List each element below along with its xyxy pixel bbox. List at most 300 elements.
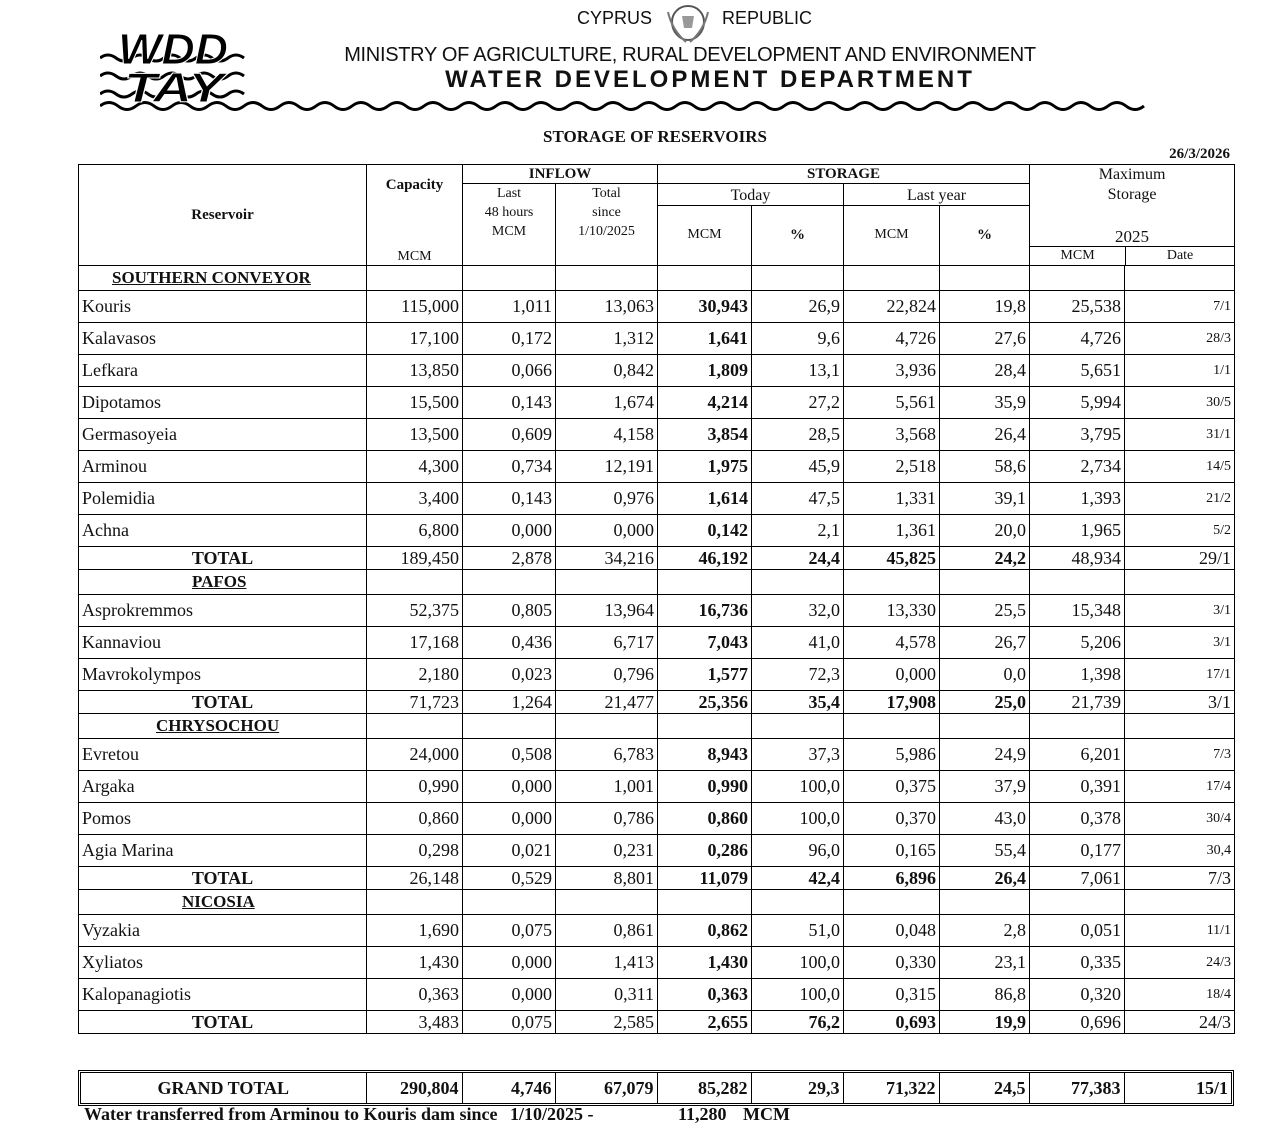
total-inflow-total: 34,216	[556, 547, 658, 570]
max-mcm: 3,795	[1030, 419, 1125, 451]
total-today-pct: 35,4	[752, 691, 844, 714]
inflow-48h: 0,609	[463, 419, 556, 451]
last-year-pct: 28,4	[940, 355, 1030, 387]
reservoir-name: Agia Marina	[79, 835, 367, 867]
today-mcm: 0,142	[658, 515, 752, 547]
capacity: 0,298	[367, 835, 463, 867]
total-today-mcm: 46,192	[658, 547, 752, 570]
total-last-year-pct: 24,2	[940, 547, 1030, 570]
inflow-48h: 0,000	[463, 515, 556, 547]
today-pct: 28,5	[752, 419, 844, 451]
last-year-pct: 35,9	[940, 387, 1030, 419]
capacity: 4,300	[367, 451, 463, 483]
capacity: 6,800	[367, 515, 463, 547]
max-date: 30/5	[1125, 387, 1235, 419]
reservoir-row	[79, 835, 1235, 867]
total-capacity: 189,450	[367, 547, 463, 570]
section-header-empty-cell	[844, 890, 940, 915]
last-year-pct: 39,1	[940, 483, 1030, 515]
max-date: 30/4	[1125, 803, 1235, 835]
capacity: 2,180	[367, 659, 463, 691]
max-date: 3/1	[1125, 627, 1235, 659]
capacity-unit: MCM	[367, 205, 463, 266]
grand-total-today-pct: 29,3	[751, 1073, 843, 1103]
capacity: 15,500	[367, 387, 463, 419]
inflow-48h: 0,436	[463, 627, 556, 659]
inflow-total: 0,786	[556, 803, 658, 835]
total-inflow-48h: 0,075	[463, 1011, 556, 1034]
section-name-cell	[79, 890, 367, 915]
inflow-48h: 0,021	[463, 835, 556, 867]
section-header-empty-cell	[1030, 714, 1125, 739]
document-title: STORAGE OF RESERVOIRS	[543, 127, 767, 146]
inflow-total: 1,312	[556, 323, 658, 355]
total-today-mcm: 25,356	[658, 691, 752, 714]
section-header-empty-cell	[1030, 890, 1125, 915]
total-max-date: 29/1	[1125, 547, 1235, 570]
section-total-row	[79, 547, 1235, 570]
today-pct: 45,9	[752, 451, 844, 483]
section-header-empty-cell	[844, 266, 940, 291]
last-year-pct: 20,0	[940, 515, 1030, 547]
max-mcm: 1,393	[1030, 483, 1125, 515]
svg-text:TAY: TAY	[124, 64, 230, 111]
total-inflow-48h: 1,264	[463, 691, 556, 714]
total-last-year-mcm: 45,825	[844, 547, 940, 570]
section-header-empty-cell	[752, 890, 844, 915]
reservoir-name: Arminou	[79, 451, 367, 483]
last-year-mcm: 0,315	[844, 979, 940, 1011]
last-year-pct: 26,7	[940, 627, 1030, 659]
today-mcm: 1,641	[658, 323, 752, 355]
section-total-label: TOTAL	[79, 691, 367, 714]
inflow-total: 1,413	[556, 947, 658, 979]
last-year-pct-header: %	[940, 205, 1030, 266]
today-pct-header: %	[752, 205, 844, 266]
last-year-mcm: 1,331	[844, 483, 940, 515]
today-pct: 72,3	[752, 659, 844, 691]
total-max-mcm: 0,696	[1030, 1011, 1125, 1034]
reservoir-name: Kannaviou	[79, 627, 367, 659]
reservoir-name: Achna	[79, 515, 367, 547]
total-capacity: 3,483	[367, 1011, 463, 1034]
section-header-empty-cell	[940, 570, 1030, 595]
inflow-total: 0,231	[556, 835, 658, 867]
inflow-48h: 0,000	[463, 979, 556, 1011]
capacity: 24,000	[367, 739, 463, 771]
maximum-storage-header: Maximum Storage	[1030, 165, 1235, 206]
today-mcm: 0,286	[658, 835, 752, 867]
section-header-empty-cell	[367, 266, 463, 291]
inflow-total: 4,158	[556, 419, 658, 451]
last-year-pct: 2,8	[940, 915, 1030, 947]
last-year-pct: 26,4	[940, 419, 1030, 451]
country-label-right: REPUBLIC	[722, 8, 813, 28]
grand-total-max-mcm: 77,383	[1029, 1073, 1124, 1103]
reservoir-row	[79, 515, 1235, 547]
last-year-mcm: 5,561	[844, 387, 940, 419]
last-year-mcm: 0,370	[844, 803, 940, 835]
reservoir-name: Pomos	[79, 803, 367, 835]
today-mcm: 7,043	[658, 627, 752, 659]
total-last-year-pct: 26,4	[940, 867, 1030, 890]
max-mcm: 5,994	[1030, 387, 1125, 419]
inflow-total: 13,063	[556, 291, 658, 323]
inflow-48h: 0,172	[463, 323, 556, 355]
reservoir-name: Vyzakia	[79, 915, 367, 947]
total-max-date: 7/3	[1125, 867, 1235, 890]
total-capacity: 71,723	[367, 691, 463, 714]
last-year-pct: 43,0	[940, 803, 1030, 835]
last-year-mcm: 22,824	[844, 291, 940, 323]
max-mcm: 6,201	[1030, 739, 1125, 771]
capacity: 52,375	[367, 595, 463, 627]
max-date: 14/5	[1125, 451, 1235, 483]
inflow-48h: 0,143	[463, 483, 556, 515]
total-max-date: 24/3	[1125, 1011, 1235, 1034]
section-header-empty-cell	[556, 714, 658, 739]
max-mcm: 0,391	[1030, 771, 1125, 803]
last-year-pct: 58,6	[940, 451, 1030, 483]
reservoir-row	[79, 355, 1235, 387]
max-date: 7/1	[1125, 291, 1235, 323]
section-header-empty-cell	[463, 890, 556, 915]
capacity: 1,690	[367, 915, 463, 947]
today-pct: 32,0	[752, 595, 844, 627]
total-last-year-pct: 19,9	[940, 1011, 1030, 1034]
inflow-48h: 0,143	[463, 387, 556, 419]
max-date: 31/1	[1125, 419, 1235, 451]
section-total-row	[79, 1011, 1235, 1034]
today-pct: 27,2	[752, 387, 844, 419]
country-label: CYPRUS	[576, 8, 652, 28]
transfer-note-value: 11,280	[677, 1104, 727, 1124]
total-inflow-48h: 0,529	[463, 867, 556, 890]
max-storage-year-units: 2025 MCM Date	[1030, 205, 1235, 266]
inflow-48h: 0,000	[463, 803, 556, 835]
max-date: 30,4	[1125, 835, 1235, 867]
today-pct: 100,0	[752, 771, 844, 803]
transfer-note-unit: MCM	[742, 1104, 790, 1124]
reservoir-column-header: Reservoir	[79, 165, 367, 266]
document-date: 26/3/2026	[1169, 146, 1230, 162]
today-mcm: 8,943	[658, 739, 752, 771]
last-year-pct: 27,6	[940, 323, 1030, 355]
last-year-mcm: 5,986	[844, 739, 940, 771]
total-capacity: 26,148	[367, 867, 463, 890]
max-mcm: 0,051	[1030, 915, 1125, 947]
total-since-header: Total since 1/10/2025	[556, 184, 658, 266]
last-year-mcm-header: MCM	[844, 205, 940, 266]
section-header-empty-cell	[940, 266, 1030, 291]
capacity-column-header: Capacity	[367, 165, 463, 206]
today-mcm: 1,430	[658, 947, 752, 979]
inflow-total: 0,861	[556, 915, 658, 947]
section-header-empty-cell	[556, 266, 658, 291]
section-header-empty-cell	[844, 570, 940, 595]
today-mcm: 0,860	[658, 803, 752, 835]
last-year-mcm: 0,165	[844, 835, 940, 867]
inflow-48h: 0,066	[463, 355, 556, 387]
section-header-empty-cell	[1125, 570, 1235, 595]
section-header-empty-cell	[1125, 890, 1235, 915]
max-date: 7/3	[1125, 739, 1235, 771]
capacity: 13,850	[367, 355, 463, 387]
reservoir-row	[79, 483, 1235, 515]
section-header-empty-cell	[1125, 266, 1235, 291]
reservoir-row	[79, 739, 1235, 771]
today-mcm: 1,577	[658, 659, 752, 691]
today-mcm: 1,975	[658, 451, 752, 483]
inflow-48h: 1,011	[463, 291, 556, 323]
max-date: 1/1	[1125, 355, 1235, 387]
inflow-total: 12,191	[556, 451, 658, 483]
total-max-mcm: 7,061	[1030, 867, 1125, 890]
last-year-mcm: 13,330	[844, 595, 940, 627]
reservoir-name: Asprokremmos	[79, 595, 367, 627]
max-date: 18/4	[1125, 979, 1235, 1011]
reservoir-name: Xyliatos	[79, 947, 367, 979]
inflow-total: 1,674	[556, 387, 658, 419]
last-year-mcm: 0,000	[844, 659, 940, 691]
grand-total-last-year-mcm: 71,322	[843, 1073, 939, 1103]
today-pct: 13,1	[752, 355, 844, 387]
capacity: 17,168	[367, 627, 463, 659]
last-year-mcm: 4,578	[844, 627, 940, 659]
max-date: 3/1	[1125, 595, 1235, 627]
total-today-mcm: 2,655	[658, 1011, 752, 1034]
section-header	[79, 890, 1235, 915]
total-max-mcm: 21,739	[1030, 691, 1125, 714]
reservoir-row	[79, 771, 1235, 803]
last-year-mcm: 0,375	[844, 771, 940, 803]
capacity: 17,100	[367, 323, 463, 355]
today-mcm: 30,943	[658, 291, 752, 323]
total-inflow-total: 2,585	[556, 1011, 658, 1034]
last-year-pct: 37,9	[940, 771, 1030, 803]
today-pct: 47,5	[752, 483, 844, 515]
today-pct: 41,0	[752, 627, 844, 659]
reservoir-storage-table	[78, 164, 1235, 1034]
max-mcm: 25,538	[1030, 291, 1125, 323]
transfer-note-text: Water transferred from Arminou to Kouris dam since	[84, 1104, 498, 1124]
section-header	[79, 266, 1235, 291]
today-pct: 2,1	[752, 515, 844, 547]
max-mcm: 15,348	[1030, 595, 1125, 627]
inflow-total: 1,001	[556, 771, 658, 803]
last-year-mcm: 0,048	[844, 915, 940, 947]
last-year-pct: 19,8	[940, 291, 1030, 323]
section-header-empty-cell	[658, 890, 752, 915]
capacity: 0,860	[367, 803, 463, 835]
reservoir-name: Kouris	[79, 291, 367, 323]
max-mcm: 1,965	[1030, 515, 1125, 547]
inflow-total: 0,311	[556, 979, 658, 1011]
total-inflow-48h: 2,878	[463, 547, 556, 570]
inflow-total: 0,000	[556, 515, 658, 547]
storage-group-header: STORAGE	[658, 165, 1030, 184]
section-header-empty-cell	[463, 714, 556, 739]
last-year-mcm: 2,518	[844, 451, 940, 483]
capacity: 0,363	[367, 979, 463, 1011]
section-name: CHRYSOCHOU	[156, 716, 280, 735]
inflow-total: 0,842	[556, 355, 658, 387]
today-pct: 51,0	[752, 915, 844, 947]
capacity: 115,000	[367, 291, 463, 323]
section-name-cell	[79, 266, 367, 291]
total-max-mcm: 48,934	[1030, 547, 1125, 570]
reservoir-row	[79, 659, 1235, 691]
grand-total-max-date: 15/1	[1195, 1077, 1228, 1098]
inflow-48h: 0,023	[463, 659, 556, 691]
last-year-mcm: 4,726	[844, 323, 940, 355]
department-name: WATER DEVELOPMENT DEPARTMENT	[445, 66, 975, 93]
svg-text:WDD: WDD	[118, 25, 228, 74]
reservoir-row	[79, 419, 1235, 451]
max-mcm: 0,177	[1030, 835, 1125, 867]
section-header-empty-cell	[752, 266, 844, 291]
section-name: NICOSIA	[182, 892, 255, 911]
section-header-empty-cell	[658, 266, 752, 291]
reservoir-name: Mavrokolympos	[79, 659, 367, 691]
section-name: PAFOS	[192, 572, 247, 591]
section-header-empty-cell	[1030, 266, 1125, 291]
last-year-pct: 23,1	[940, 947, 1030, 979]
reservoir-name: Polemidia	[79, 483, 367, 515]
inflow-total: 6,717	[556, 627, 658, 659]
section-header-empty-cell	[658, 714, 752, 739]
today-mcm: 3,854	[658, 419, 752, 451]
section-header-empty-cell	[940, 714, 1030, 739]
section-total-label: TOTAL	[79, 547, 367, 570]
grand-total-label: GRAND TOTAL	[81, 1073, 366, 1103]
total-today-mcm: 11,079	[658, 867, 752, 890]
section-total-row	[79, 691, 1235, 714]
transfer-note	[84, 1104, 1264, 1125]
ministry-name: MINISTRY OF AGRICULTURE, RURAL DEVELOPMENT AND ENVIRONMENT	[344, 44, 1036, 66]
grand-total-inflow-total: 67,079	[555, 1073, 657, 1103]
grand-total-inflow-48h: 4,746	[462, 1073, 555, 1103]
inflow-48h: 0,805	[463, 595, 556, 627]
today-pct: 26,9	[752, 291, 844, 323]
section-header-empty-cell	[844, 714, 940, 739]
today-pct: 9,6	[752, 323, 844, 355]
last-year-mcm: 3,936	[844, 355, 940, 387]
reservoir-name: Dipotamos	[79, 387, 367, 419]
total-today-pct: 42,4	[752, 867, 844, 890]
inflow-total: 0,976	[556, 483, 658, 515]
last-year-mcm: 3,568	[844, 419, 940, 451]
section-header-empty-cell	[940, 890, 1030, 915]
max-date: 17/1	[1125, 659, 1235, 691]
section-total-label: TOTAL	[79, 1011, 367, 1034]
total-max-date: 3/1	[1125, 691, 1235, 714]
section-header-empty-cell	[367, 714, 463, 739]
today-pct: 96,0	[752, 835, 844, 867]
max-date: 28/3	[1125, 323, 1235, 355]
today-mcm: 0,990	[658, 771, 752, 803]
reservoir-row	[79, 387, 1235, 419]
last-year-mcm: 0,330	[844, 947, 940, 979]
inflow-total: 0,796	[556, 659, 658, 691]
reservoir-row	[79, 595, 1235, 627]
last-year-pct: 24,9	[940, 739, 1030, 771]
total-inflow-total: 21,477	[556, 691, 658, 714]
last-year-pct: 86,8	[940, 979, 1030, 1011]
today-mcm: 0,363	[658, 979, 752, 1011]
capacity: 0,990	[367, 771, 463, 803]
capacity: 13,500	[367, 419, 463, 451]
today-mcm: 1,809	[658, 355, 752, 387]
today-mcm: 16,736	[658, 595, 752, 627]
today-mcm: 4,214	[658, 387, 752, 419]
inflow-48h: 0,000	[463, 771, 556, 803]
max-mcm: 5,651	[1030, 355, 1125, 387]
section-header	[79, 714, 1235, 739]
today-pct: 100,0	[752, 803, 844, 835]
total-last-year-mcm: 17,908	[844, 691, 940, 714]
today-pct: 100,0	[752, 947, 844, 979]
cyprus-coat-of-arms-icon	[664, 0, 712, 44]
section-header-empty-cell	[367, 570, 463, 595]
today-mcm: 0,862	[658, 915, 752, 947]
transfer-note-date: 1/10/2025 -	[509, 1104, 594, 1124]
section-total-row	[79, 867, 1235, 890]
inflow-48h: 0,075	[463, 915, 556, 947]
reservoir-row	[79, 291, 1235, 323]
section-header-empty-cell	[556, 890, 658, 915]
section-total-label: TOTAL	[79, 867, 367, 890]
reservoir-name: Kalavasos	[79, 323, 367, 355]
last-year-pct: 55,4	[940, 835, 1030, 867]
section-header-empty-cell	[367, 890, 463, 915]
inflow-total: 13,964	[556, 595, 658, 627]
grand-total-last-year-pct: 24,5	[939, 1073, 1029, 1103]
today-pct: 100,0	[752, 979, 844, 1011]
section-header-empty-cell	[752, 714, 844, 739]
section-name-cell	[79, 714, 367, 739]
today-mcm-header: MCM	[658, 205, 752, 266]
section-header-empty-cell	[556, 570, 658, 595]
max-mcm: 5,206	[1030, 627, 1125, 659]
inflow-48h: 0,508	[463, 739, 556, 771]
reservoir-row	[79, 451, 1235, 483]
section-name: SOUTHERN CONVEYOR	[112, 268, 311, 287]
last-year-pct: 25,5	[940, 595, 1030, 627]
max-mcm: 0,335	[1030, 947, 1125, 979]
total-inflow-total: 8,801	[556, 867, 658, 890]
grand-total-capacity: 290,804	[366, 1073, 462, 1103]
max-date: 24/3	[1125, 947, 1235, 979]
max-mcm: 4,726	[1030, 323, 1125, 355]
total-last-year-mcm: 6,896	[844, 867, 940, 890]
max-mcm: 1,398	[1030, 659, 1125, 691]
max-date: 5/2	[1125, 515, 1235, 547]
reservoir-name: Kalopanagiotis	[79, 979, 367, 1011]
section-header-empty-cell	[658, 570, 752, 595]
reservoir-row	[79, 803, 1235, 835]
grand-total-today-mcm: 85,282	[657, 1073, 751, 1103]
today-mcm: 1,614	[658, 483, 752, 515]
last-48-hours-header: Last 48 hours MCM	[463, 184, 556, 266]
inflow-48h: 0,000	[463, 947, 556, 979]
reservoir-name: Germasoyeia	[79, 419, 367, 451]
total-last-year-pct: 25,0	[940, 691, 1030, 714]
last-year-mcm: 1,361	[844, 515, 940, 547]
section-header-empty-cell	[463, 570, 556, 595]
reservoir-row	[79, 979, 1235, 1011]
reservoir-row	[79, 323, 1235, 355]
